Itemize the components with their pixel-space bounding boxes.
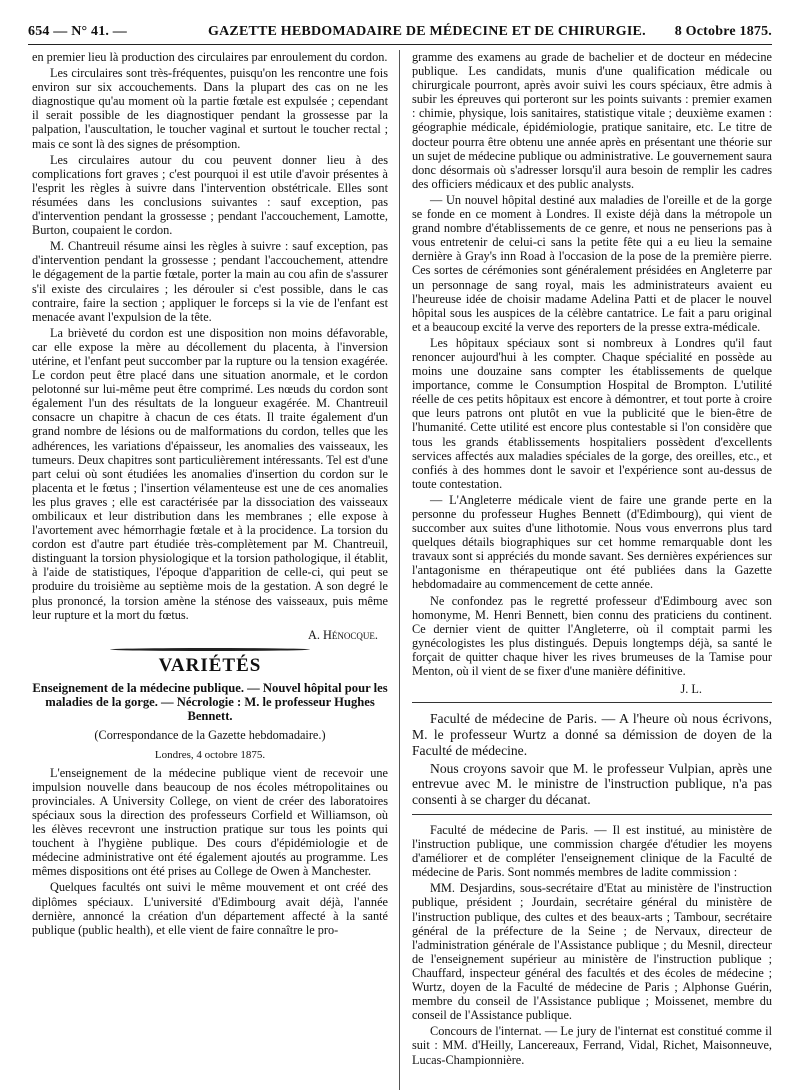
paragraph: La brièveté du cordon est une disposition non moins défavorable, car elle expose la mère au décollement du placenta, à l'inversion utérine, et l'enfant peut succomber par la rupture ou la tension exagérée. Le cordon peut être placé dans une situation anormale, et le cordon pelotonné sur lui-même peut être comprimé. Les nœuds du cordon sont également l'un des résultats de la longueur exagérée. M. Chantreuil consacre un chapitre à chacun de ces états. Il traite également d'un grand nombre de lésions ou de malformations du cordon, telles que les adhérences, les variations d'épaisseur, les anomalies des vaisseaux, les tumeurs. Deux chapitres sont particulièrement intéressants. Tel est d'une part celui où sont étudiées les anomalies d'insertion du cordon sur le placenta et le fœtus ; l'insertion vélamenteuse est une de ces anomalies les plus graves ; elle est caractérisée par la dissociation des vaisseaux ombilicaux et leur distribution dans les membranes ; elle expose à l'avortement avec hémorrhagie fœtale et à la procidence. La torsion du cordon est d'autre part étudiée très-complètement par M. Chantreuil, distinguant la torsion physiologique et la torsion pathologique, il établit, à l'aide de statistiques, l'époque d'apparition de celle-ci, qui peut se produire du troisième au septième mois de la gestation. A son degré le plus prononcé, la torsion amène la sténose des vaisseaux, puis même leur rupture et la mort du fœtus. bbox=[32, 326, 388, 622]
author-initials: J. L. bbox=[412, 682, 702, 696]
divider bbox=[412, 814, 772, 815]
page-number: 654 — N° 41. — bbox=[28, 24, 127, 40]
paragraph: gramme des examens au grade de bachelier et de docteur en médecine publique. Les candidats, munis d'une qualification médicale ou chirurgicale pourront, après avoir suivi les cours spéciaux, être admis à subir les épreuves qui porteront sur les points suivants : premier examen : chimie, physique, lois sanitaires, statistique vitale ; deuxième examen : géographie médicale, épidémiologie, pratique sanitaire, etc. Le titre de docteur pourra être obtenu une année après en présentant une théorie sur un sujet de médecine publique ou administrative. Le gouvernement saura donc désormais où s'adresser lorsqu'il aura besoin de remplir les cadres des officiers médicaux et des public analysts. bbox=[412, 50, 772, 191]
paragraph: Les circulaires autour du cou peuvent donner lieu à des complications fort graves ; c'est pourquoi il est utile d'avoir présentes à l'esprit les règles à suivre dans l'intervention obstétricale. Elles sont résumées dans les conclusions suivantes : sauf exception, pas d'intervention pendant la grossesse ; pendant l'accouchement, Lamotte, Burton, coupaient le cordon. bbox=[32, 153, 388, 238]
paragraph: en premier lieu là production des circulaires par enroulement du cordon. bbox=[32, 50, 388, 64]
author-signature: A. Hénocque. bbox=[32, 628, 378, 642]
article-heading: Enseignement de la médecine publique. — Nouvel hôpital pour les maladies de la gorge. — Nécrologie : M. le professeur Hughes Bennett. bbox=[32, 681, 388, 724]
right-column bbox=[412, 50, 772, 1087]
member-list: MM. Desjardins, sous-secrétaire d'Etat au ministère de l'instruction publique, président ; Jourdain, secrétaire général du ministère de l'instruction publique, des cultes et des beaux-arts ; Tambour, secrétaire général de la préfecture de la Seine ; de Nervaux, directeur de l'administration générale de l'Assistance publique ; du Mesnil, directeur de l'enseignement supérieur au ministère de l'instruction publique ; Chauffard, inspecteur général des facultés et des écoles de médecine ; Wurtz, doyen de la Faculté de médecine de Paris ; Alphonse Guérin, membre du conseil de l'Assistance publique ; Moissenet, membre du conseil de l'Assistance publique. bbox=[412, 881, 772, 1022]
paragraph: Les hôpitaux spéciaux sont si nombreux à Londres qu'il faut renoncer aujourd'hui à les compter. Chaque spécialité en possède au moins une douzaine sans compter les établissements de quelque importance, comme le Consumption Hospital de Brompton. L'utilité réelle de ces petits hôpitaux est encore à démontrer, et tout porte à croire que leurs patrons ont plutôt en vue la publicité que le bien-être de l'humanité. Cette utilité est encore plus contestable si l'on considère que tous les grands établissements hospitaliers possèdent d'excellents services affectés aux maladies spéciales de la gorge, des oreilles, etc., et confiés à des hommes dont le savoir et l'expérience sont au-dessus de toute contestation. bbox=[412, 336, 772, 491]
paragraph: Les circulaires sont très-fréquentes, puisqu'on les rencontre une fois environ sur six accouchements. Dans la plupart des cas on ne les diagnostique qu'au moment où la partie fœtale est expulsée ; cependant il serait possible de les diagnostiquer pendant la grossesse par la palpation, l'auscultation, le toucher vaginal et surtout le toucher rectal ; mais ce sont là des signes de présomption. bbox=[32, 66, 388, 151]
issue-date: 8 Octobre 1875. bbox=[675, 24, 772, 40]
column-separator bbox=[399, 50, 400, 1090]
section-divider bbox=[110, 648, 310, 651]
correspondence-line: (Correspondance de la Gazette hebdomadaire.) bbox=[32, 728, 388, 742]
page-header bbox=[28, 22, 772, 45]
left-column bbox=[32, 50, 388, 1087]
paragraph: Nous croyons savoir que M. le professeur Vulpian, après une entrevue avec M. le ministre de l'instruction publique, n'a pas consenti à se charger du décanat. bbox=[412, 761, 772, 808]
paragraph: — L'Angleterre médicale vient de faire une grande perte en la personne du professeur Hughes Bennett (d'Edimbourg), qui vient de succomber aux suites d'une lithotomie. Nous vous enverrons plus tard quelques détails biographiques sur cet homme remarquable dont les travaux sont si appréciés du monde savant. Ses dernières expériences sur l'antagonisme en thérapeutique ont été publiées dans la Gazette hebdomadaire au commencement de cette année. bbox=[412, 493, 772, 592]
section-title: VARIÉTÉS bbox=[32, 659, 388, 673]
paragraph: M. Chantreuil résume ainsi les règles à suivre : sauf exception, pas d'intervention pendant la grossesse ; pendant l'accouchement, attendre le dégagement de la partie fœtale, porter la main au cou afin de s'assurer s'il existe des circulaires ; les dérouler si c'est possible, dans le cas contraire, faire la section ; appliquer le forceps si la vie de l'enfant est menacée avant l'expulsion de la tête. bbox=[32, 239, 388, 324]
paragraph: Concours de l'internat. — Le jury de l'internat est constitué comme il suit : MM. d'Heilly, Lancereaux, Ferrand, Vidal, Richet, Maisonneuve, Lucas-Championnière. bbox=[412, 1024, 772, 1066]
paragraph: — Un nouvel hôpital destiné aux maladies de l'oreille et de la gorge se fonde en ce moment à Londres. Il existe déjà dans la métropole un grand nombre d'établissements de ce genre, et nous ne penserions pas à vous entretenir de celui-ci sans la petite fête qui a eu lieu la semaine dernière à Gray's inn Road à l'occasion de la pose de la première pierre. Ces sortes de cérémonies sont généralement présidées en Angleterre par un personnage de sang royal, mais les administrateurs avaient eu l'heureuse idée de choisir madame Adelina Patti et de placer le nouvel hôpital sous les auspices de la célèbre cantatrice. Le fait a paru original et a beaucoup excité la verve des reporters de la presse extra-médicale. bbox=[412, 193, 772, 334]
faculty-notice bbox=[412, 711, 772, 808]
paragraph: Faculté de médecine de Paris. — Il est institué, au ministère de l'instruction publique, une commission chargée d'étudier les moyens d'améliorer et de compléter l'enseignement clinique de la Faculté de médecine de Paris. Sont nommés membres de ladite commission : bbox=[412, 823, 772, 879]
paragraph: Ne confondez pas le regretté professeur d'Edimbourg avec son homonyme, M. Henri Bennett, bien connu des praticiens du continent. Ce dernier vient de quitter l'Angleterre, où il comptait parmi les gynécologistes les plus distingués. Depuis longtemps déjà, sa santé le forçait de quitter chaque hiver les rives brumeuses de la Tamise pour Menton, où il vient de se fixer d'une manière définitive. bbox=[412, 594, 772, 679]
dateline: Londres, 4 octobre 1875. bbox=[32, 748, 388, 762]
paragraph: Quelques facultés ont suivi le même mouvement et ont créé des diplômes spéciaux. L'université d'Edimbourg avait déjà, l'année dernière, annoncé la création d'un département affecté à la santé publique (public health), et elle vient de faire connaître le pro- bbox=[32, 880, 388, 936]
paragraph: Faculté de médecine de Paris. — A l'heure où nous écrivons, M. le professeur Wurtz a donné sa démission de doyen de la Faculté de médecine. bbox=[412, 711, 772, 758]
paragraph: L'enseignement de la médecine publique vient de recevoir une impulsion nouvelle dans beaucoup de nos écoles métropolitaines ou provinciales. A University College, on vient de créer des laboratoires spéciaux sous la direction des professeurs Corfield et Williamson, où les élèves recevront une instruction pratique sur tous les points qui touchent à l'hygiène publique. Des cours d'épidémiologie et de médecine administrative ont été également ajoutés au programme. Les mêmes dispositions ont été prises au College de Owen à Manchester. bbox=[32, 766, 388, 879]
journal-title: GAZETTE HEBDOMADAIRE DE MÉDECINE ET DE CHIRURGIE. bbox=[208, 24, 646, 40]
divider bbox=[412, 702, 772, 703]
